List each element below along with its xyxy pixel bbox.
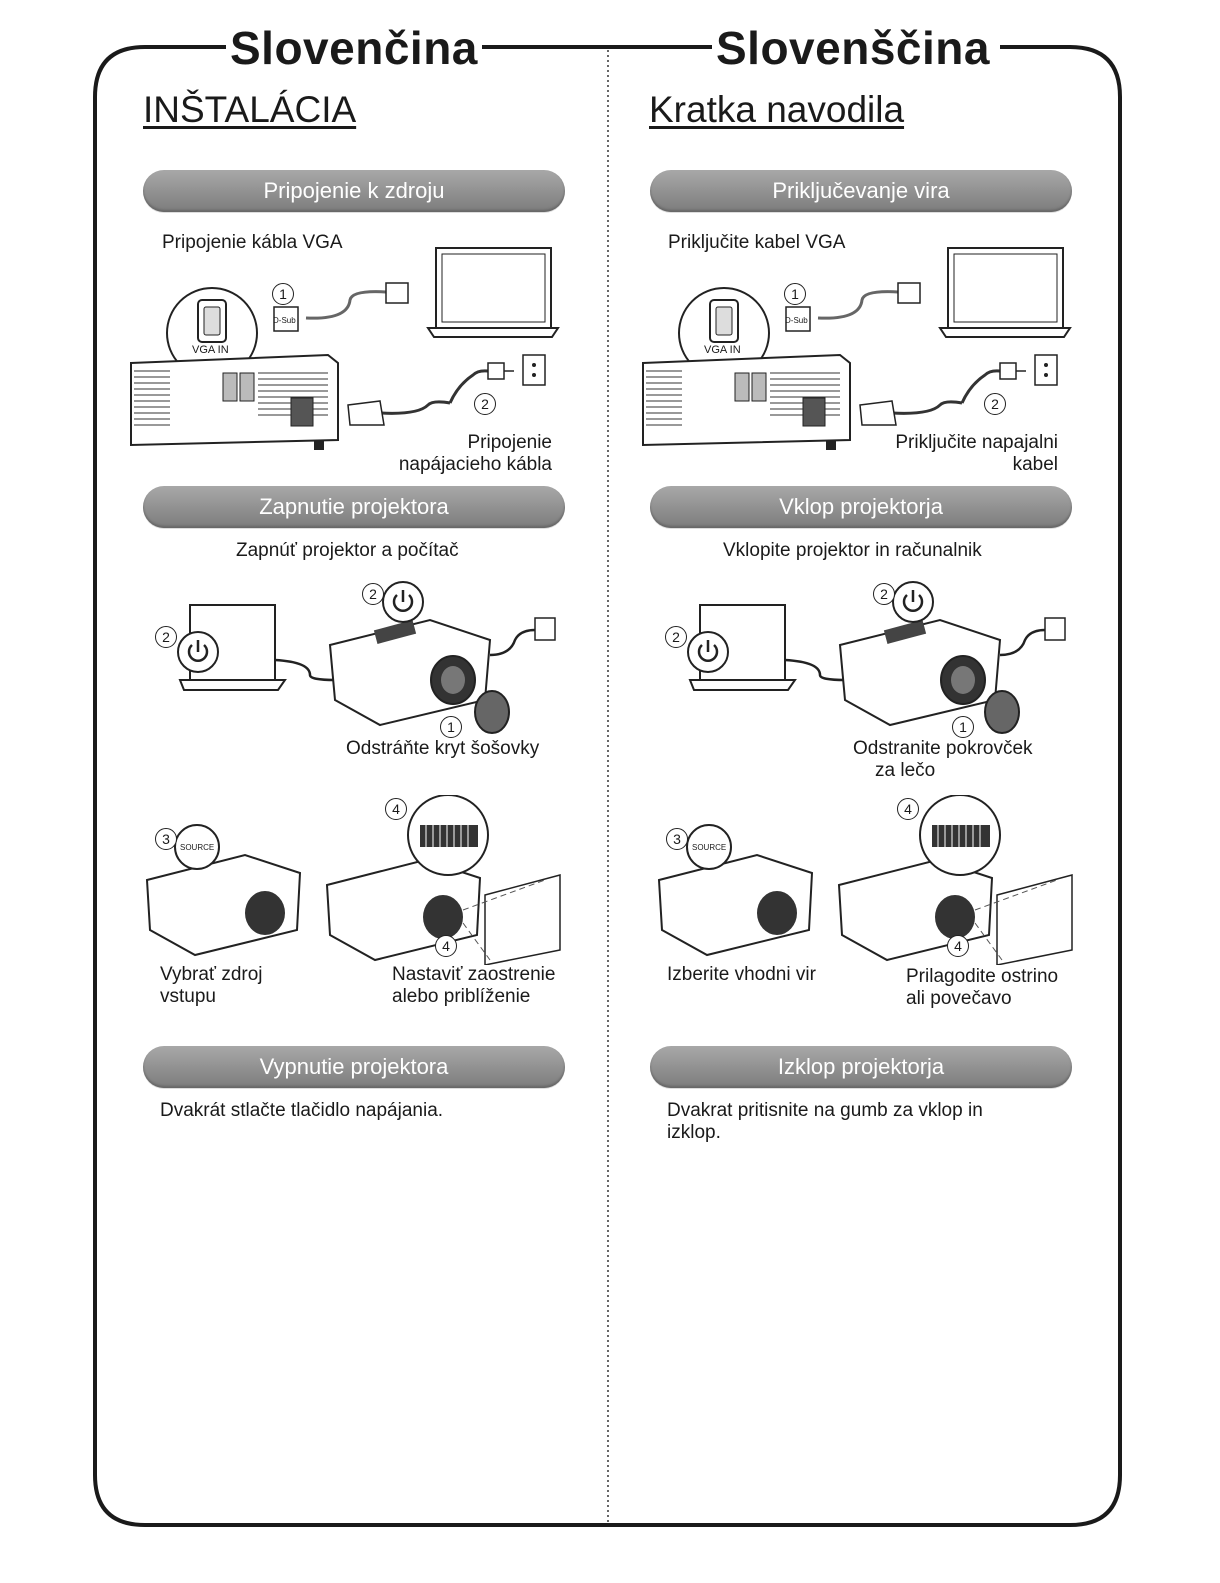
select-source-line-1: Vybrať zdroj <box>160 964 263 985</box>
projector-rear-icon <box>643 355 850 450</box>
projector-rear-icon <box>131 355 338 450</box>
section-power-on-right: Vklop projektorja <box>650 486 1072 528</box>
power-cable-line-2: kabel <box>1012 454 1058 475</box>
source-label: SOURCE <box>692 843 727 852</box>
step-2-marker: 2 <box>474 393 496 415</box>
step-1-marker: 1 <box>272 283 294 305</box>
projector-icon <box>839 860 992 960</box>
wall-plug-icon <box>1045 618 1065 640</box>
step-4-marker: 4 <box>385 798 407 820</box>
step-1-marker: 1 <box>952 716 974 738</box>
projector-icon <box>330 620 490 725</box>
wall-outlet-icon <box>523 355 545 385</box>
dsub-label: D-Sub <box>785 316 808 325</box>
power-cable-line-1: Pripojenie <box>467 432 552 453</box>
step-2-marker: 2 <box>155 626 177 648</box>
page-title-right: Kratka navodila <box>649 89 905 130</box>
step-3-marker: 3 <box>666 828 688 850</box>
laptop-icon <box>428 248 558 337</box>
dsub-label: D-Sub <box>273 316 296 325</box>
step-4-marker: 4 <box>897 798 919 820</box>
vga-in-label: VGA IN <box>704 344 741 356</box>
select-source-line-2: vstupu <box>160 986 216 1007</box>
step-2-marker: 2 <box>665 626 687 648</box>
source-focus-illustration-left <box>145 795 575 965</box>
power-off-instruction-left: Dvakrát stlačte tlačidlo napájania. <box>160 1100 444 1121</box>
vga-in-label: VGA IN <box>192 344 229 356</box>
language-heading-slovak: Slovenčina <box>226 18 482 78</box>
vga-instruction-left: Pripojenie kábla VGA <box>162 232 343 253</box>
wall-outlet-icon <box>1035 355 1057 385</box>
section-power-right: Priključevanje vira <box>650 170 1072 212</box>
lens-cap-label-right <box>853 738 1033 782</box>
step-2-marker: 2 <box>873 583 895 605</box>
power-off-instruction-right: Dvakrat pritisnite na gumb za vklop in izklop. <box>667 1100 983 1143</box>
power-on-illustration-right <box>660 580 1080 740</box>
section-power-off-right: Izklop projektorja <box>650 1046 1072 1088</box>
focus-label-left <box>392 964 555 1008</box>
section-power-off-left: Vypnutie projektora <box>143 1046 565 1088</box>
lens-cap-line-2: za lečo <box>875 760 936 781</box>
step-1-marker: 1 <box>784 283 806 305</box>
projector-icon <box>327 860 480 960</box>
power-cable-label-right <box>830 432 1058 476</box>
select-source-label-right: Izberite vhodni vir <box>667 964 816 985</box>
step-4-marker: 4 <box>947 935 969 957</box>
lens-cap-icon <box>475 691 509 733</box>
select-source-label-left <box>160 964 263 1008</box>
focus-line-2: ali povečavo <box>906 988 1012 1009</box>
power-cable-line-1: Priključite napajalni <box>895 432 1058 453</box>
focus-line-1: Prilagodite ostrino <box>906 966 1059 987</box>
vga-instruction-right: Priključite kabel VGA <box>668 232 846 253</box>
page-title-left: INŠTALÁCIA <box>143 89 357 130</box>
step-1-marker: 1 <box>440 716 462 738</box>
source-focus-illustration-right <box>657 795 1087 965</box>
power-on-instruction-right: Vklopite projektor in računalnik <box>723 540 982 561</box>
lens-cap-line-1: Odstranite pokrovček <box>853 738 1033 759</box>
focus-label-right <box>906 966 1058 1010</box>
section-power-on-left: Zapnutie projektora <box>143 486 565 528</box>
step-2-marker: 2 <box>362 583 384 605</box>
lens-cap-label-left: Odstráňte kryt šošovky <box>346 738 540 759</box>
power-on-illustration-left <box>150 580 570 740</box>
projector-icon <box>147 855 300 955</box>
power-cable-label-left <box>330 432 552 476</box>
step-3-marker: 3 <box>155 828 177 850</box>
laptop-icon <box>940 248 1070 337</box>
focus-line-1: Nastaviť zaostrenie <box>392 964 556 985</box>
wall-plug-icon <box>535 618 555 640</box>
power-on-instruction-left: Zapnúť projektor a počítač <box>236 540 459 561</box>
step-2-marker: 2 <box>984 393 1006 415</box>
lens-cap-icon <box>985 691 1019 733</box>
power-cable-line-2: napájacieho kábla <box>398 454 552 475</box>
step-4-marker: 4 <box>435 935 457 957</box>
projector-icon <box>840 620 1000 725</box>
source-label: SOURCE <box>180 843 215 852</box>
focus-line-2: alebo priblíženie <box>392 986 531 1007</box>
section-power-left: Pripojenie k zdroju <box>143 170 565 212</box>
language-heading-slovene: Slovenščina <box>712 18 994 78</box>
projector-icon <box>659 855 812 955</box>
